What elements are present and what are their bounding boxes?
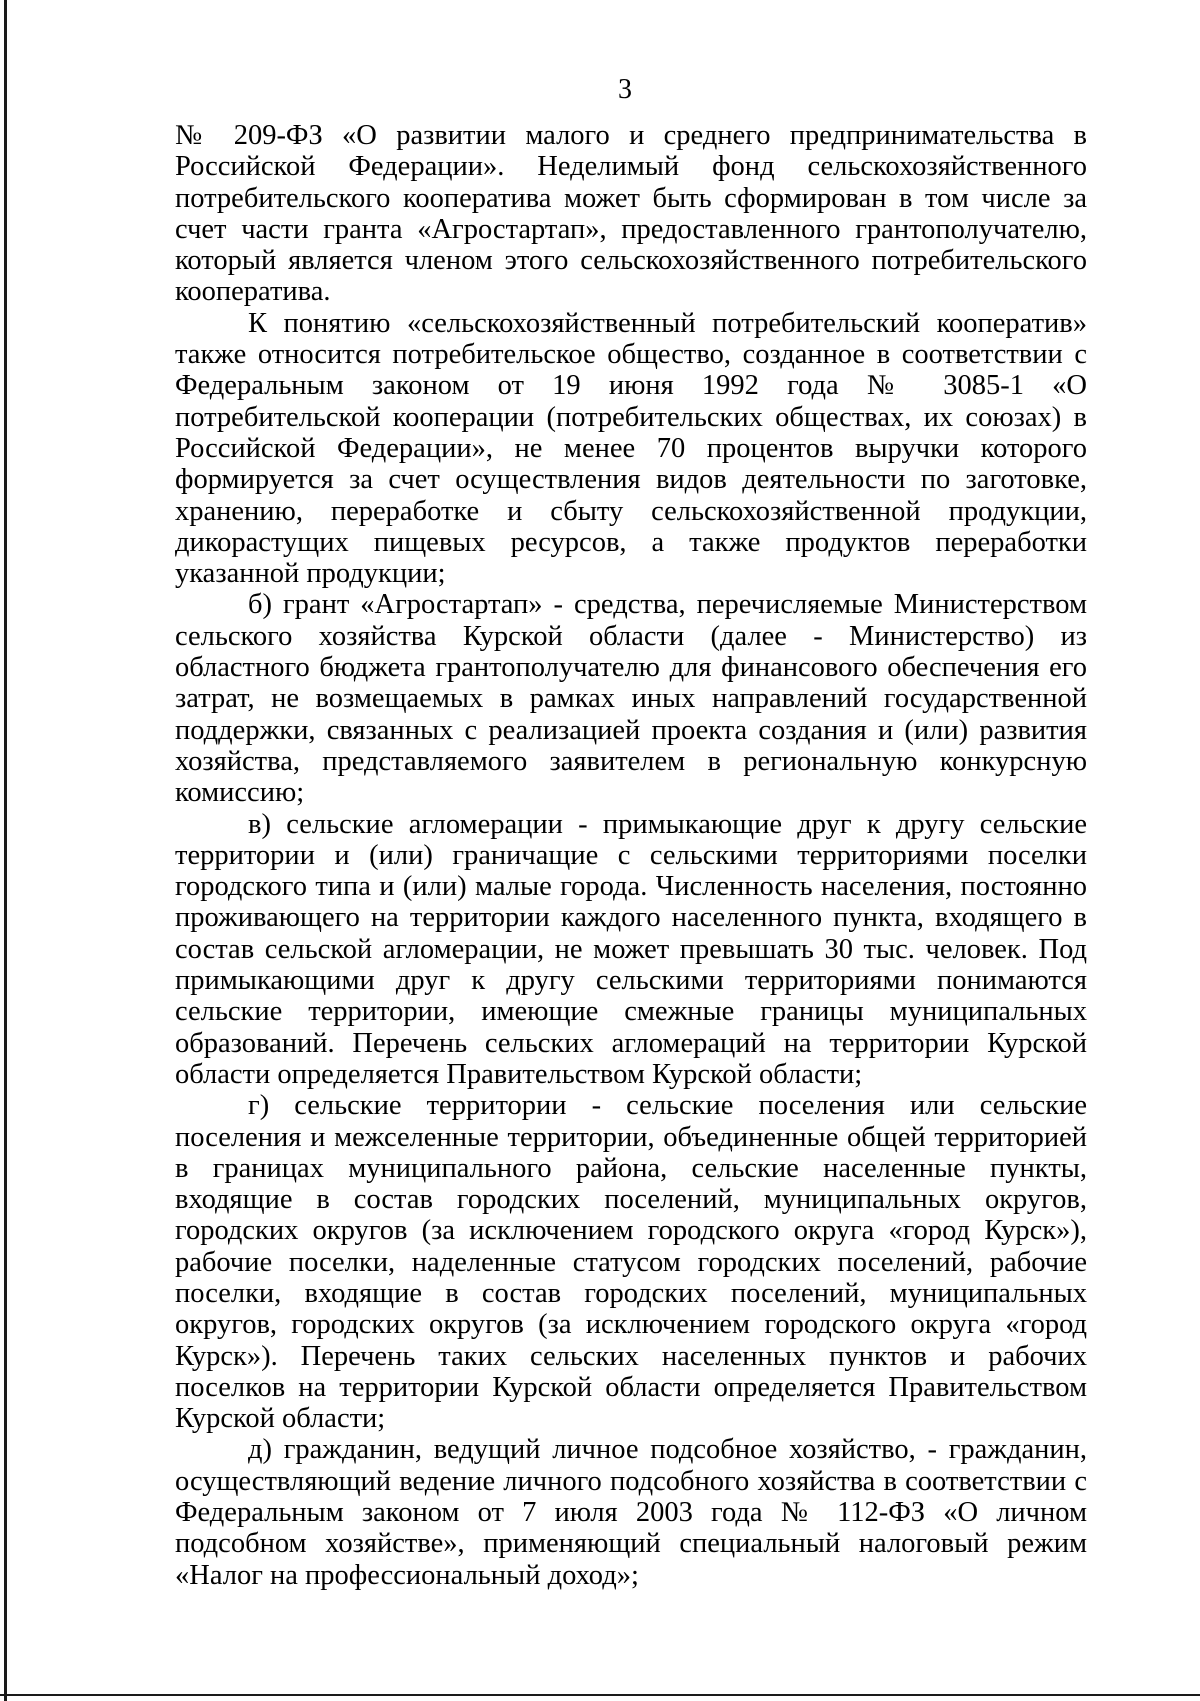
document-text	[175, 120, 1087, 1591]
paragraph-item-v: в) сельские агломерации - примыкающие друг к другу сельские территории и (или) граничащие с сельскими территориями поселки городского типа и (или) малые города. Численность населения, постоянно проживающего на территории каждого населенного пункта, входящего в состав сельской агломерации, не может превышать 30 тыс. человек. Под примыкающими друг к другу сельскими территориями понимаются сельские территории, имеющие смежные границы муниципальных образований. Перечень сельских агломераций на территории Курской области определяется Правительством Курской области;	[175, 808, 1087, 1090]
paragraph-cooperative-definition: К понятию «сельскохозяйственный потребительский кооператив» также относится потребительское общество, созданное в соответствии с Федеральным законом от 19 июня 1992 года № 3085-1 «О потребительской кооперации (потребительских обществах, их союзах) в Российской Федерации», не менее 70 процентов выручки которого формируется за счет осуществления видов деятельности по заготовке, хранению, переработке и сбыту сельскохозяйственной продукции, дикорастущих пищевых ресурсов, а также продуктов переработки указанной продукции;	[175, 307, 1087, 590]
paragraph-item-d: д) гражданин, ведущий личное подсобное хозяйство, - гражданин, осуществляющий ведение личного подсобного хозяйства в соответствии с Федеральным законом от 7 июля 2003 года № 112-ФЗ «О личном подсобном хозяйстве», применяющий специальный налоговый режим «Налог на профессиональный доход»;	[175, 1434, 1087, 1591]
paragraph-continuation: № 209-ФЗ «О развитии малого и среднего предпринимательства в Российской Федерации». Неделимый фонд сельскохозяйственного потребительского кооператива может быть сформирован в том числе за счет части гранта «Агростартап», предоставленного грантополучателю, который является членом этого сельскохозяйственного потребительского кооператива.	[175, 120, 1087, 308]
page-number: 3	[618, 74, 632, 105]
paragraph-item-b: б) грант «Агростартап» - средства, перечисляемые Министерством сельского хозяйства Курской области (далее - Министерство) из областного бюджета грантополучателю для финансового обеспечения его затрат, не возмещаемых в рамках иных направлений государственной поддержки, связанных с реализацией проекта создания и (или) развития хозяйства, представляемого заявителем в региональную конкурсную комиссию;	[175, 589, 1087, 809]
paragraph-item-g: г) сельские территории - сельские поселения или сельские поселения и межселенные территории, объединенные общей территорией в границах муниципального района, сельские населенные пункты, входящие в состав городских поселений, муниципальных округов, городских округов (за исключением городского округа «город Курск»), рабочие поселки, наделенные статусом городских поселений, рабочие поселки, входящие в состав городских поселений, муниципальных округов, городских округов (за исключением городского округа «город Курск»). Перечень таких сельских населенных пунктов и рабочих поселков на территории Курской области определяется Правительством Курской области;	[175, 1090, 1087, 1435]
scan-edge-bottom	[0, 1694, 1200, 1696]
scan-edge-left	[4, 0, 7, 1701]
